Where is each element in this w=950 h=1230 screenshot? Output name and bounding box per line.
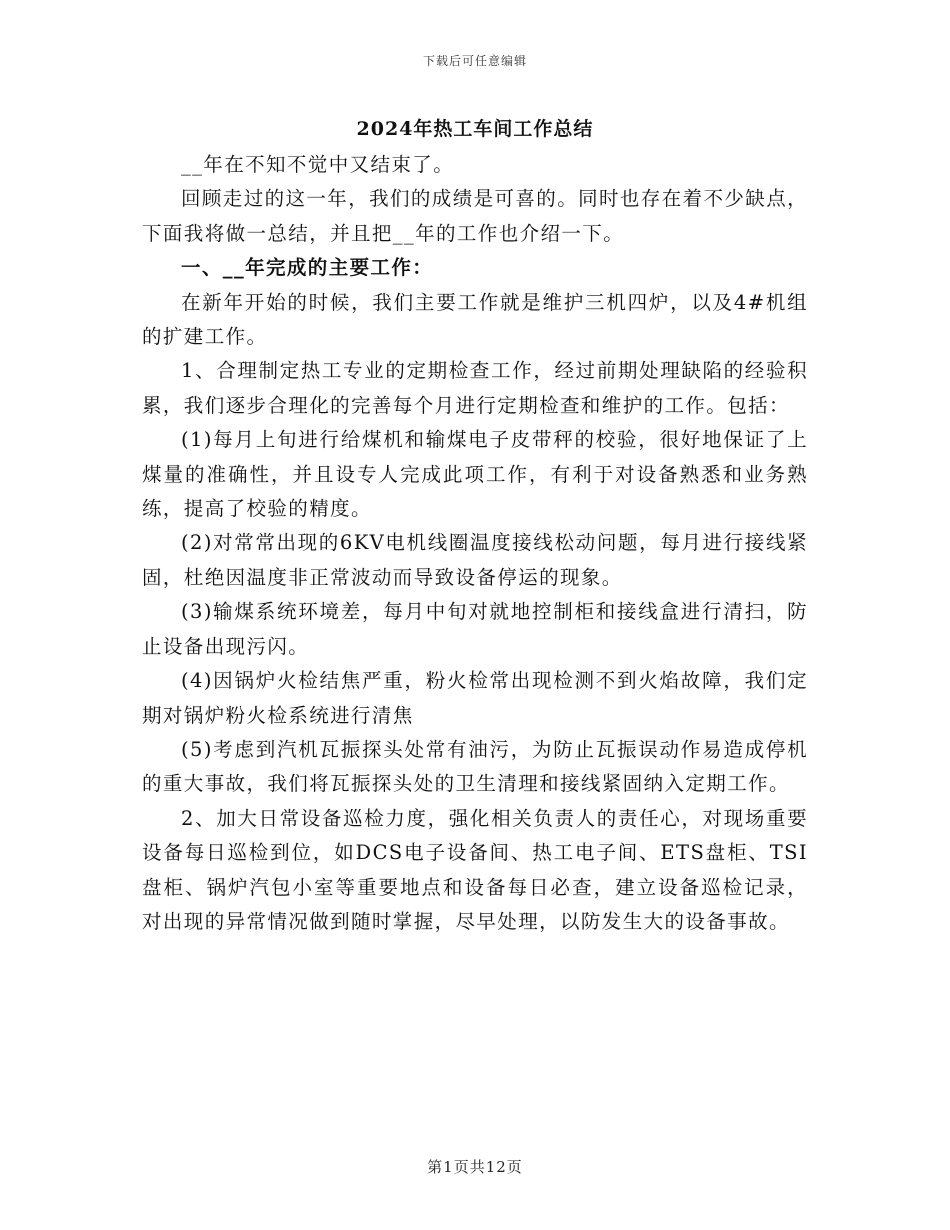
document-body: [142, 148, 808, 939]
page-number-footer: 第1页共12页: [427, 1158, 523, 1176]
header-note: 下载后可任意编辑: [422, 54, 527, 68]
paragraph-subitem-4: (4)因锅炉火检结焦严重，粉火检常出现检测不到火焰故障，我们定期对锅炉粉火检系统进行清焦: [142, 669, 808, 727]
paragraph-item-1: 1、合理制定热工专业的定期检查工作，经过前期处理缺陷的经验积累，我们逐步合理化的完善每个月进行定期检查和维护的工作。包括：: [142, 359, 808, 417]
paragraph-subitem-5: (5)考虑到汽机瓦振探头处常有油污，为防止瓦振误动作易造成停机的重大事故，我们将瓦振探头处的卫生清理和接线紧固纳入定期工作。: [142, 737, 808, 796]
paragraph-subitem-1: (1)每月上旬进行给煤机和输煤电子皮带秤的校验，很好地保证了上煤量的准确性，并且设专人完成此项工作，有利于对设备熟悉和业务熟练，提高了校验的精度。: [142, 428, 808, 521]
paragraph-item-2: 2、加大日常设备巡检力度，强化相关负责人的责任心，对现场重要设备每日巡检到位，如DCS电子设备间、热工电子间、ETS盘柜、TSI盘柜、锅炉汽包小室等重要地点和设备每日必查，建立设备巡检记录，对出现的异常情况做到随时掌握，尽早处理，以防发生大的设备事故。: [142, 806, 808, 933]
paragraph-subitem-3: (3)输煤系统环境差，每月中旬对就地控制柜和接线盒进行清扫，防止设备出现污闪。: [142, 600, 808, 658]
paragraph-review: 回顾走过的这一年，我们的成绩是可喜的。同时也存在着不少缺点，下面我将做一总结，并且把__年的工作也介绍一下。: [142, 187, 809, 245]
section-heading-main-work: 一、__年完成的主要工作：: [181, 256, 434, 280]
paragraph-new-year: 在新年开始的时候，我们主要工作就是维护三机四炉，以及4#机组的扩建工作。: [142, 290, 808, 349]
document-title: 2024年热工车间工作总结: [356, 118, 594, 140]
paragraph-intro: __年在不知不觉中又结束了。: [181, 153, 455, 176]
paragraph-subitem-2: (2)对常常出现的6KV电机线圈温度接线松动问题，每月进行接线紧固，杜绝因温度非正常波动而导致设备停运的现象。: [142, 531, 808, 589]
